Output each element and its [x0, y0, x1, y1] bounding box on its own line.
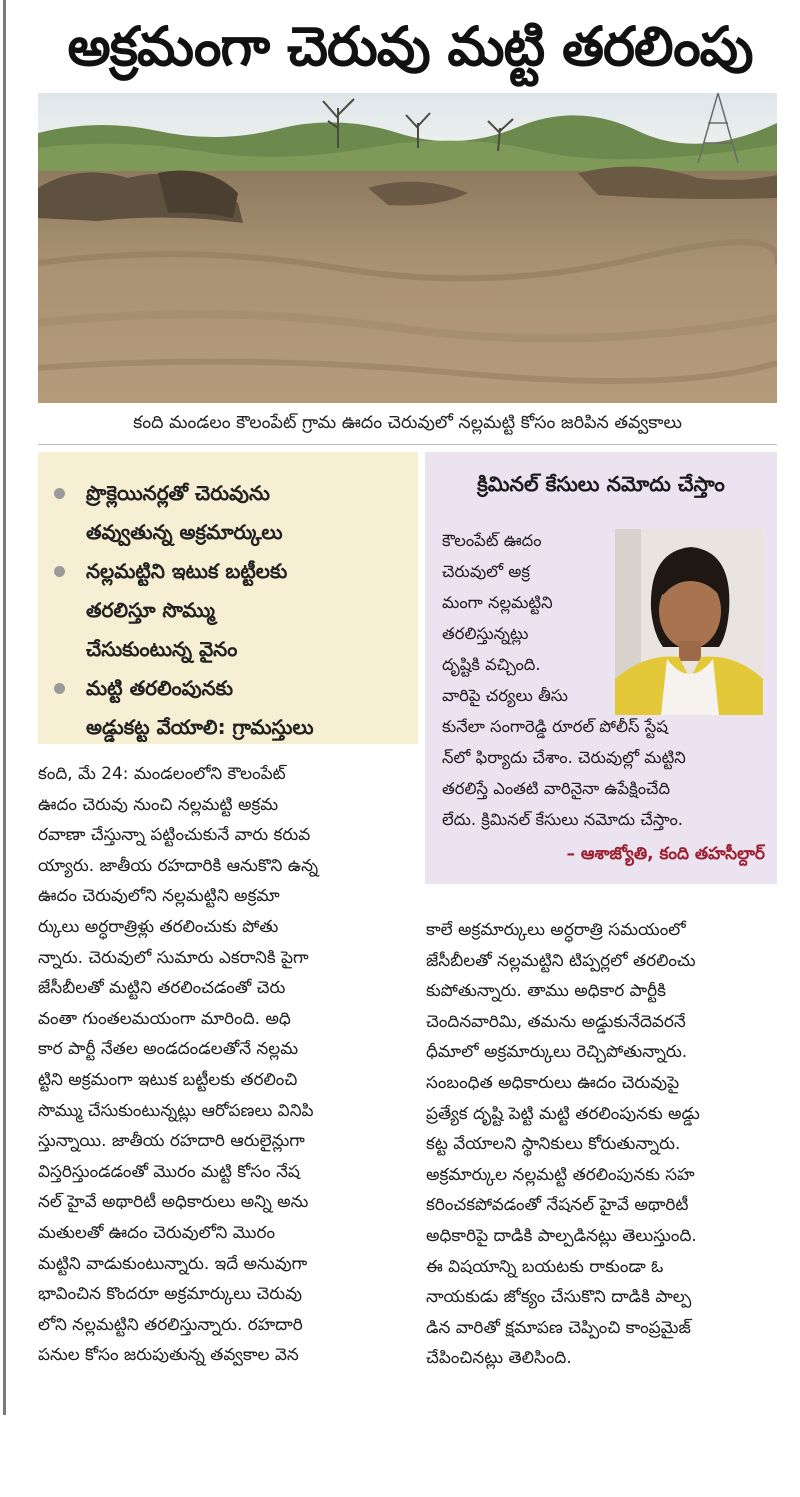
article-line: డిన వారితో క్షమాపణ చెప్పించి కాంప్రమైజ్ — [426, 1316, 691, 1337]
quote-line: దృష్టికి వచ్చింది. — [442, 655, 541, 674]
highlight-item — [38, 552, 418, 669]
article-body-left-column — [38, 758, 418, 1370]
article-line: సంబంధిత అధికారులు ఊదం చెరువుపై — [426, 1071, 680, 1092]
article-line: జేసీబీలతో నల్లమట్టిని టిప్పర్లలో తరలించు — [426, 949, 696, 970]
article-line: సొమ్ము చేసుకుంటున్నట్లు ఆరోపణలు వినిపి — [38, 1099, 314, 1120]
article-line: మట్టిని వాడుకుంటున్నారు. ఇదే అనువుగా — [38, 1252, 308, 1273]
article-line: లోని నల్లమట్టిని తరలిస్తున్నారు. రహదారి — [38, 1313, 303, 1334]
quote-line: మంగా నల్లమట్టిని — [442, 593, 553, 612]
article-line: ఊదం చెరువులోని నల్లమట్టిని అక్రమా — [38, 885, 280, 906]
article-line: జేసీబీలతో మట్టిని తరలించడంతో చెరు — [38, 977, 286, 998]
headline: అక్రమంగా చెరువు మట్టి తరలింపు — [67, 15, 753, 78]
article-line: మతులతో ఊదం చెరువులోని మొరం — [38, 1221, 276, 1242]
article-body-right-column — [426, 914, 778, 1373]
article-line: నల్ హైవే అథారిటీ అధికారులు అన్ని అను — [38, 1191, 309, 1212]
caption-divider — [38, 444, 777, 445]
highlight-line: ప్రొక్లెయినర్లతో చెరువును — [86, 481, 270, 505]
bullet-icon — [54, 488, 65, 499]
article-line: ధీమాలో అక్రమార్కులు రెచ్చిపోతున్నారు. — [426, 1041, 688, 1062]
highlight-line: చేసుకుంటున్న వైనం — [86, 637, 238, 661]
article-line: అక్రమార్కుల నల్లమట్టి తరలింపునకు సహ — [426, 1163, 695, 1184]
highlight-item — [38, 474, 418, 552]
article-line: నాయకుడు జోక్యం చేసుకొని దాడికి పాల్ప — [426, 1286, 692, 1307]
sidebar-title: క్రిమినల్ కేసులు నమోదు చేస్తాం — [477, 472, 725, 496]
highlights-box — [38, 452, 418, 744]
article-line: కాలే అక్రమార్కులు అర్ధరాత్రి సమయంలో — [426, 919, 686, 939]
article-line: ట్టిని అక్రమంగా ఇటుక బట్టీలకు తరలించి — [38, 1068, 298, 1089]
article-line: కట్ట వేయాలని స్థానికులు కోరుతున్నారు. — [426, 1133, 681, 1154]
article-line: య్యారు. జాతీయ రహదారికి ఆనుకొని ఉన్న — [38, 854, 319, 875]
article-line: స్తున్నాయి. జాతీయ రహదారి ఆరులైన్లుగా — [38, 1130, 305, 1151]
bullet-icon — [54, 683, 65, 694]
highlight-line: నల్లమట్టిని ఇటుక బట్టీలకు — [86, 559, 288, 583]
article-line: న్నారు. చెరువులో సుమారు ఎకరానికి పైగా — [38, 946, 309, 967]
official-quote-box — [425, 452, 777, 884]
highlight-line: తరలిస్తూ సొమ్ము — [86, 598, 215, 622]
article-line: కంది, మే 24: మండలంలోని కౌలంపేట్ — [38, 763, 286, 783]
bullet-icon — [54, 566, 65, 577]
photo-caption: కంది మండలం కౌలంపేట్ గ్రామ ఊదం చెరువులో నల్లమట్టి కోసం జరిపిన తవ్వకాలు — [133, 413, 682, 433]
article-line: కుపోతున్నారు. తాము అధికార పార్టీకి — [426, 980, 666, 1001]
article-line: చెందినవారిమి, తమను అడ్డుకునేదెవరనే — [426, 1010, 686, 1031]
excavated-lake-photo — [38, 93, 777, 403]
article-line: విస్తరిస్తుండడంతో మొరం మట్టి కోసం నేష — [38, 1160, 300, 1181]
highlight-line: అడ్డుకట్ట వేయాలి: గ్రామస్తులు — [86, 715, 314, 739]
article-line: కార పార్టీ నేతల అండదండలతోనే నల్లమ — [38, 1038, 299, 1059]
page-margin-rule — [3, 0, 6, 1415]
article-line: పనుల కోసం జరుపుతున్న తవ్వకాల వెన — [38, 1344, 299, 1365]
highlight-line: మట్టి తరలింపునకు — [86, 676, 233, 700]
article-line: ర్కులు అర్ధరాత్రిళ్లు తరలించుకు పోతు — [38, 915, 279, 936]
article-line: ఈ విషయాన్ని బయటకు రాకుండా ఓ — [426, 1255, 664, 1276]
quote-line: వారిపై చర్యలు తీసు — [442, 686, 568, 705]
sidebar-quote — [442, 525, 772, 835]
quote-line: తరలిస్తున్నట్లు — [442, 624, 529, 643]
quote-line: న్‌లో ఫిర్యాదు చేశాం. చెరువుల్లో మట్టిని — [442, 748, 686, 767]
article-line: ఊదం చెరువు నుంచి నల్లమట్టి అక్రమ — [38, 793, 279, 814]
quote-line: తరలిస్తే ఎంతటి వారినైనా ఉపేక్షించేది — [442, 779, 671, 798]
article-line: చేపించినట్లు తెలిసింది. — [426, 1347, 572, 1368]
quote-line: లేదు. క్రిమినల్ కేసులు నమోదు చేస్తాం. — [442, 810, 684, 829]
quote-line: చెరువులో అక్ర — [442, 562, 530, 581]
highlight-item — [38, 669, 418, 747]
quote-line: కౌలంపేట్ ఊదం — [442, 531, 542, 550]
article-line: ప్రత్యేక దృష్టి పెట్టి మట్టి తరలింపునకు అడ్డు — [426, 1102, 700, 1123]
article-line: భావించిన కొందరూ అక్రమార్కులు చెరువు — [38, 1283, 302, 1304]
quote-attribution: – ఆశాజ్యోతి, కంది తహసీల్దార్ — [566, 844, 765, 864]
quote-line: కునేలా సంగారెడ్డి రూరల్ పోలీస్ స్టేష — [442, 717, 668, 736]
article-line: అధికారిపై దాడికి పాల్పడినట్లు తెలుస్తుంది. — [426, 1224, 697, 1245]
article-line: రవాణా చేస్తున్నా పట్టించుకునే వారు కరువ — [38, 824, 311, 845]
article-line: వంతా గుంతలమయంగా మారింది. అధి — [38, 1007, 291, 1028]
highlight-line: తవ్వుతున్న అక్రమార్కులు — [86, 520, 283, 544]
article-line: కరించకపోవడంతో నేషనల్ హైవే అథారిటీ — [426, 1194, 689, 1215]
